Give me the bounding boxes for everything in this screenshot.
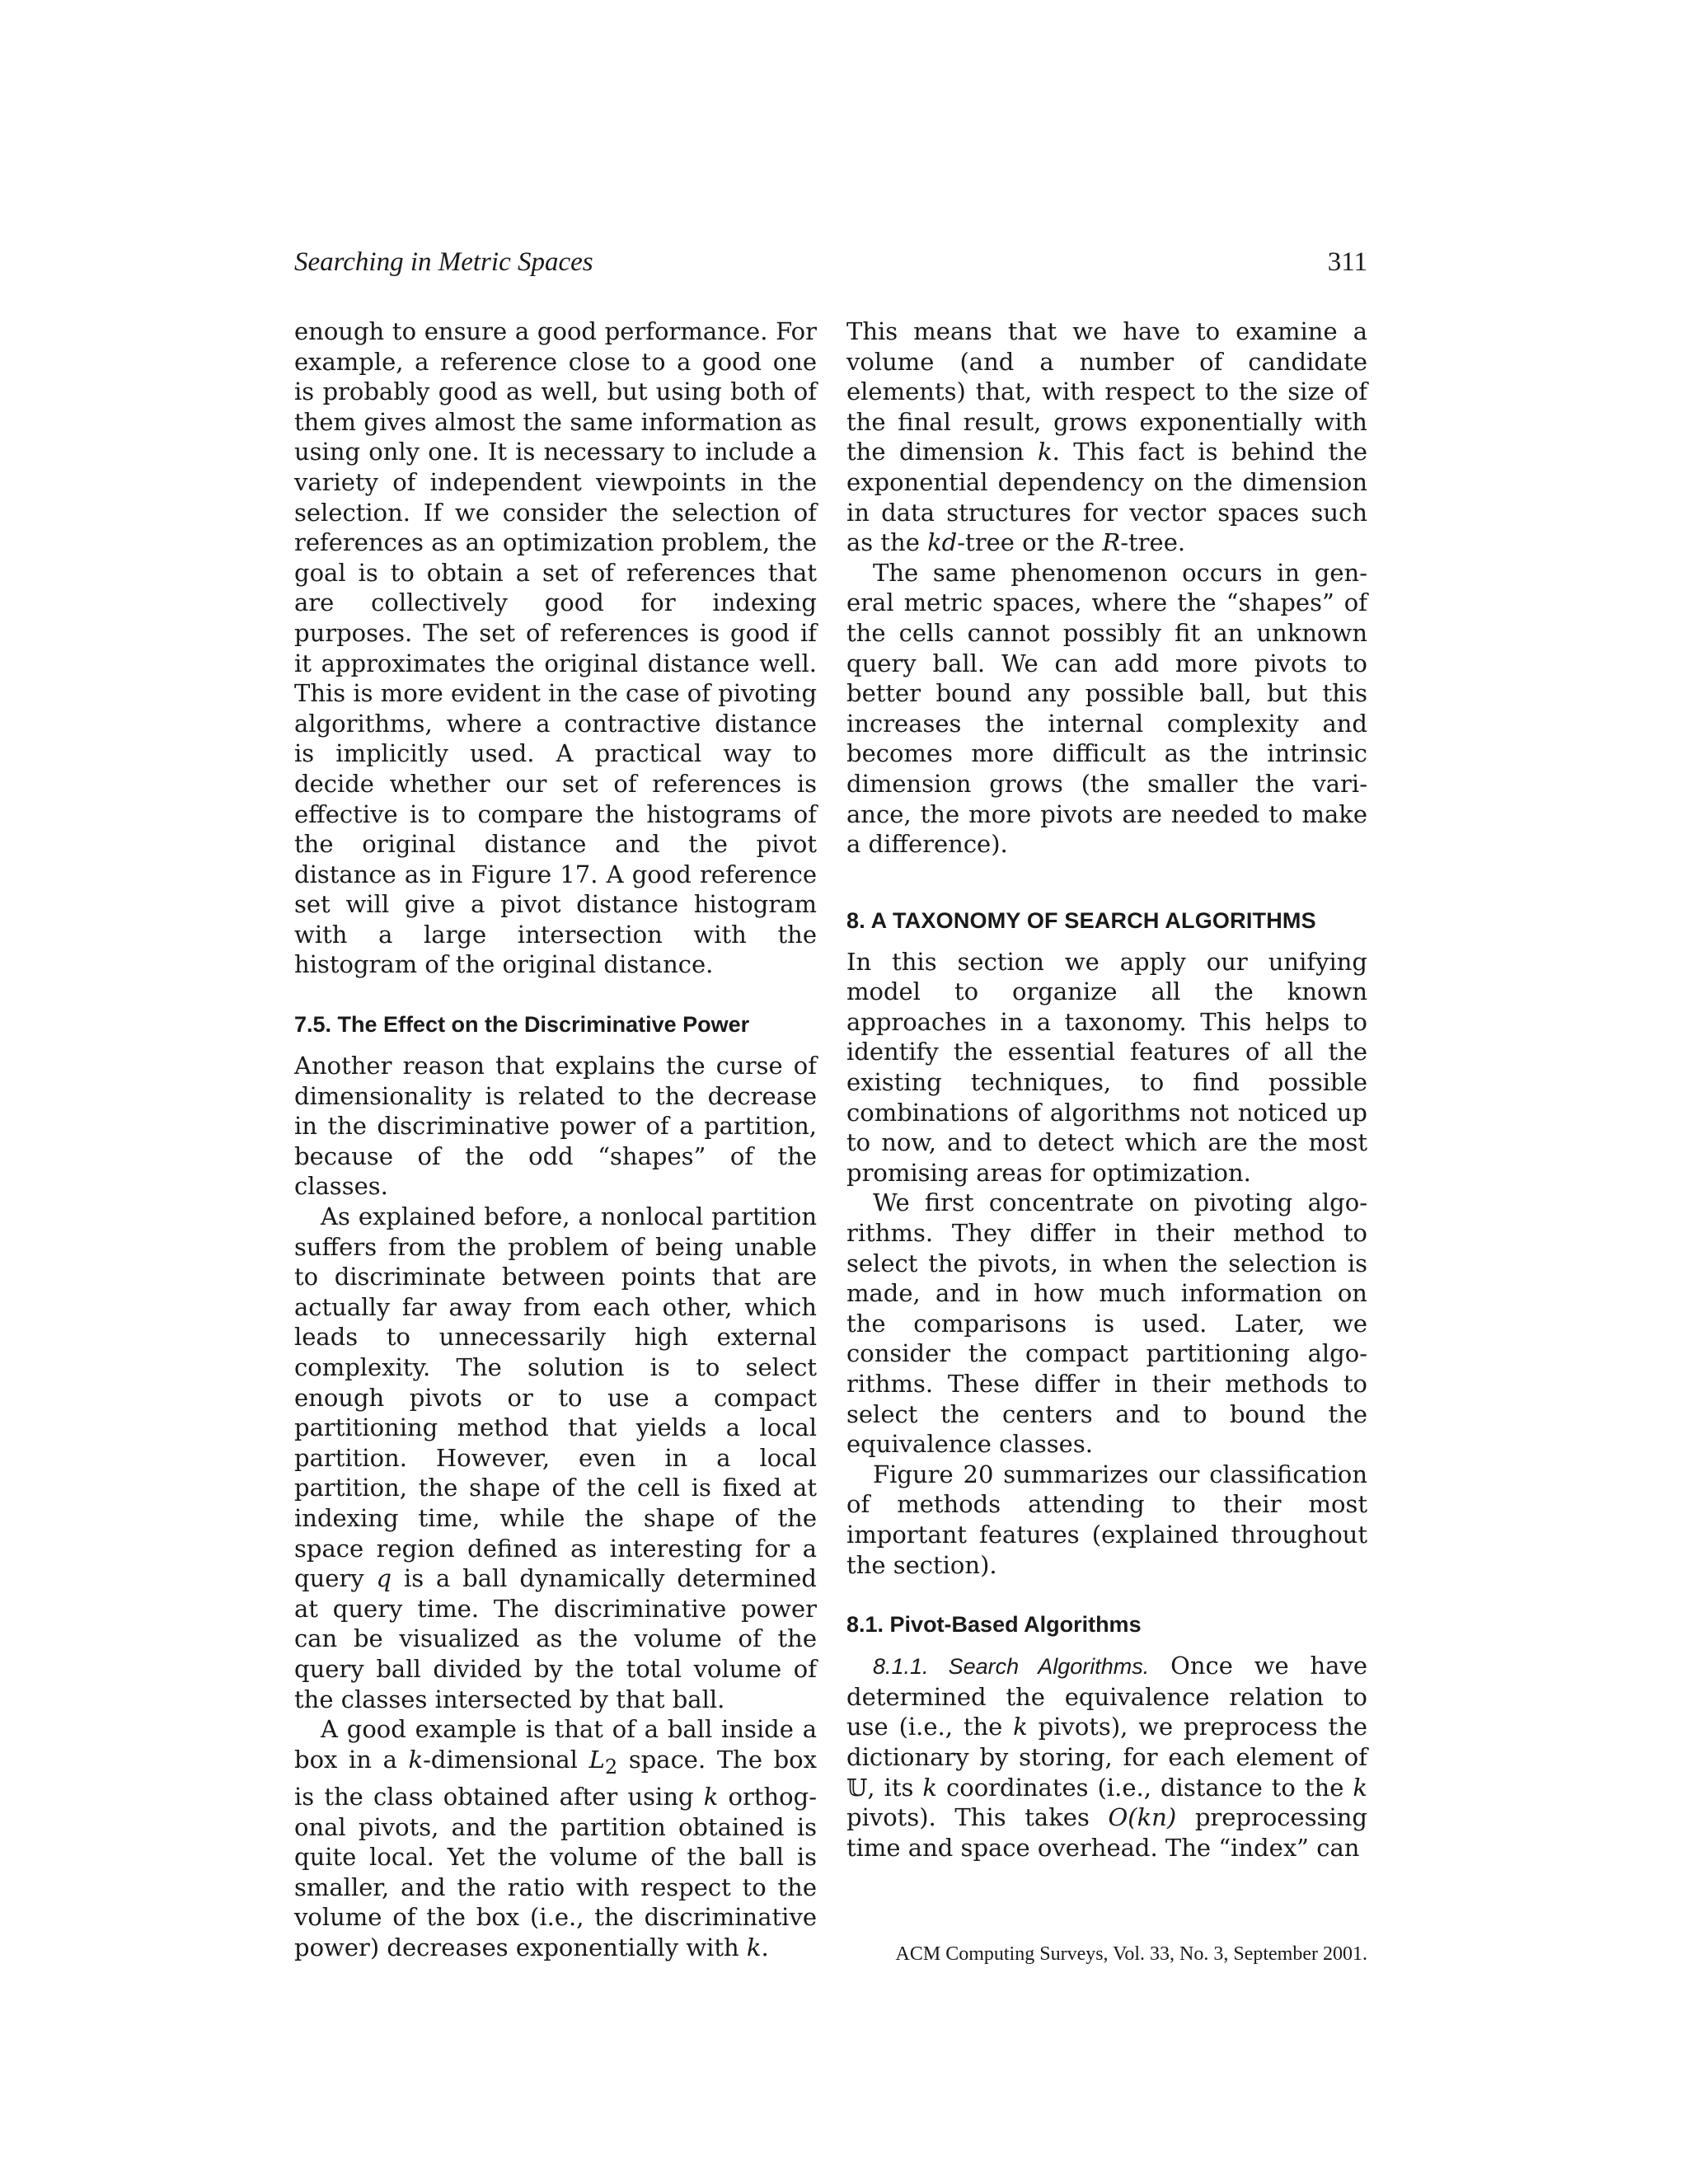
footer-citation: ACM Computing Surveys, Vol. 33, No. 3, September 2001.	[895, 1943, 1367, 1965]
running-title: Searching in Metric Spaces	[294, 247, 593, 277]
paragraph: This means that we have to examine a volume (and a number of candidate elements) that, with respect to the size of the final result, grows exponentially with the dimension k. This fact is behind the exponential dependency on the dimension in data structures for vector spaces such as the kd-tree or the R-tree.	[846, 317, 1367, 557]
paragraph: We first concentrate on pivoting algorithms. They differ in their method to select the pivots, in when the selection is made, and in how much information on the comparisons is used. Later, we consider the compact partitioning algorithms. These differ in their methods to select the centers and to bound the equivalence classes.	[846, 1188, 1367, 1459]
paragraph: 8.1.1. Search Algorithms. Once we have determined the equivalence relation to use (i.e., the k pivots), we preprocess the dictionary by storing, for each element of 𝕌, its k coordinates (i.e., distance to the k pivots). This takes O(kn) preprocessing time and space overhead. The “index” can	[846, 1652, 1368, 1862]
paragraph: A good example is that of a ball inside a box in a k-dimensional $L_2$ space. The box is the class obtained after using k orthogonal pivots, and the partition obtained is quite local. Yet the volume of the ball is smaller, and the ratio with respect to the volume of the box (i.e., the discriminative power) decreases exponentially with k.	[294, 1715, 818, 1962]
section-heading-8-1: 8.1. Pivot-Based Algorithms	[846, 1612, 1142, 1638]
section-heading-7-5: 7.5. The Effect on the Discriminative Power	[294, 1012, 750, 1038]
paragraph: enough to ensure a good performance. For example, a reference close to a good one is probably good as well, but using both of them gives almost the same information as using only one. It is necessary to include a variety of independent viewpoints in the selection. If we consider the selection of references as an optimization problem, the goal is to obtain a set of references that are collectively good for indexing purposes. The set of references is good if it approximates the original distance well. This is more evident in the case of pivoting algorithms, where a contractive distance is implicitly used. A practical way to decide whether our set of references is effective is to compare the histograms of the original distance and the pivot distance as in Figure 17. A good reference set will give a pivot distance histogram with a large intersection with the histogram of the original distance.	[294, 317, 818, 979]
right-column	[846, 316, 1367, 1863]
paragraph: Another reason that explains the curse of dimensionality is related to the decrease in the discriminative power of a partition, because of the odd “shapes” of the classes.	[294, 1052, 817, 1201]
paragraph: As explained before, a nonlocal partition suffers from the problem of being unable to discriminate between points that are actually far away from each other, which leads to unnecessarily high external complexity. The solution is to select enough pivots or to use a compact partitioning method that yields a local partition. However, even in a local partition, the shape of the cell is fixed at indexing time, while the shape of the space region defined as interesting for a query q is a ball dynamically determined at query time. The discriminative power can be visualized as the volume of the query ball divided by the total volume of the classes intersected by that ball.	[294, 1202, 817, 1713]
subsection-heading-8-1-1: 8.1.1. Search Algorithms.	[873, 1654, 1150, 1680]
paragraph: The same phenomenon occurs in general metric spaces, where the “shapes” of the cells cannot possibly fit an unknown query ball. We can add more pivots to better bound any possible ball, but this increases the internal complexity and becomes more difficult as the intrinsic dimension grows (the smaller the variance, the more pivots are needed to make a difference).	[846, 558, 1367, 859]
paragraph: Figure 20 summarizes our classification of methods attending to their most important features (explained throughout the section).	[846, 1460, 1367, 1579]
running-head	[294, 247, 1367, 284]
page-number: 311	[1327, 247, 1367, 277]
left-column	[294, 316, 817, 1963]
paragraph: In this section we apply our unifying model to organize all the known approaches in a taxonomy. This helps to identify the essential features of all the existing techniques, to find possible combinations of algorithms not noticed up to now, and to detect which are the most promising areas for optimization.	[846, 947, 1367, 1187]
section-heading-8: 8. A TAXONOMY OF SEARCH ALGORITHMS	[846, 907, 1316, 933]
